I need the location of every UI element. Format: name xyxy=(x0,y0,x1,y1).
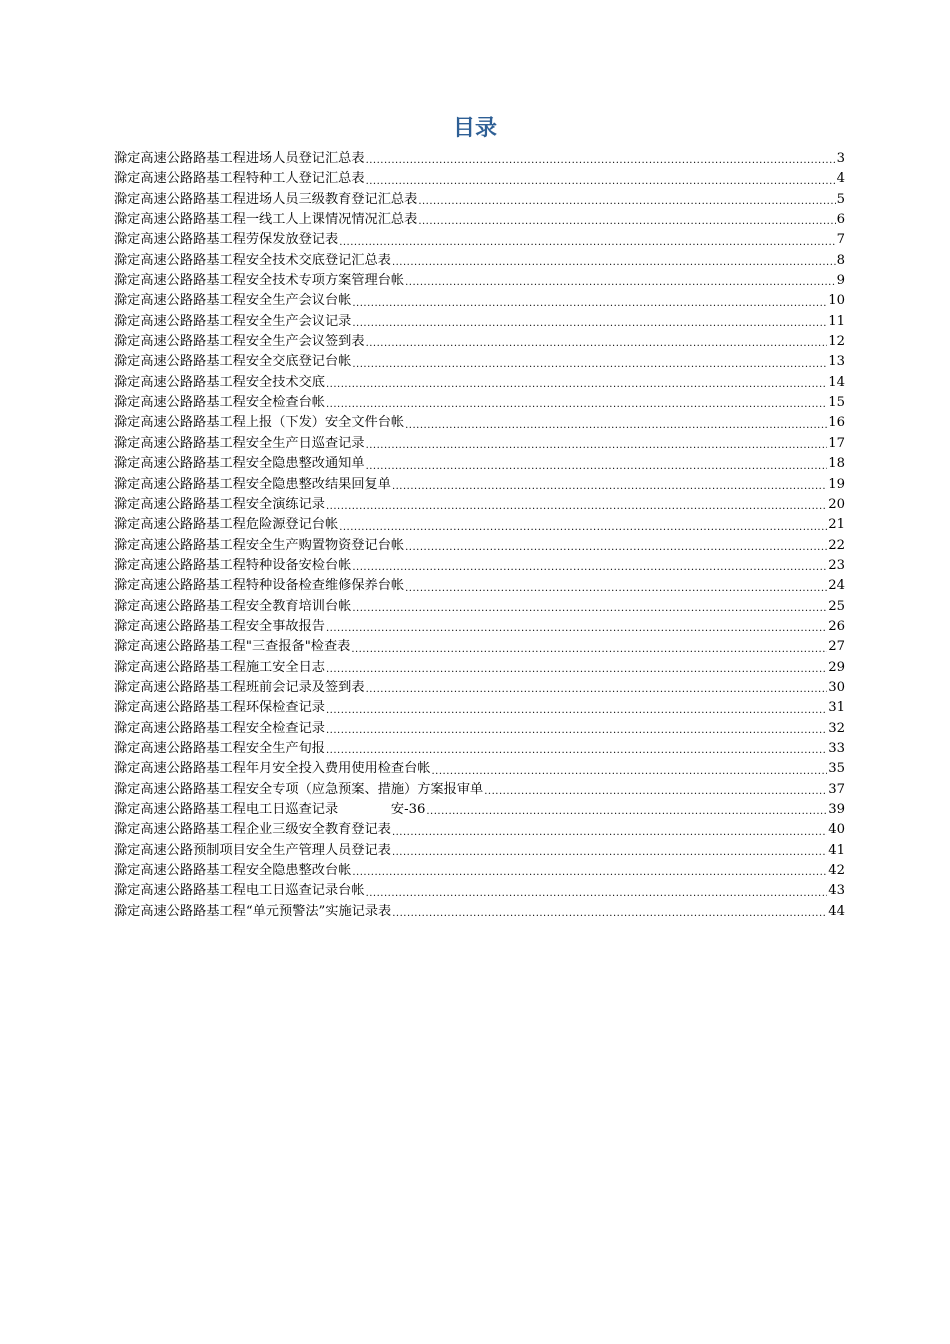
toc-entry-page-number: 42 xyxy=(828,863,845,879)
dot-leader xyxy=(326,377,827,393)
toc-entry[interactable] xyxy=(114,495,845,515)
toc-entry[interactable] xyxy=(114,190,845,210)
dot-leader xyxy=(339,235,835,251)
toc-entry-page-number: 15 xyxy=(828,395,845,411)
toc-entry[interactable] xyxy=(114,251,845,271)
toc-entry-page-number: 43 xyxy=(828,883,845,899)
dot-leader xyxy=(405,275,835,291)
toc-entry[interactable] xyxy=(114,475,845,495)
dot-leader xyxy=(405,540,827,556)
dot-leader xyxy=(352,601,827,617)
dot-leader xyxy=(392,906,827,922)
toc-entry-page-number: 39 xyxy=(828,802,845,817)
toc-entry[interactable] xyxy=(114,719,845,739)
dot-leader xyxy=(418,194,835,210)
toc-entry[interactable] xyxy=(114,434,845,454)
toc-entry-title: 滁定高速公路路基工程安全交底登记台帐 xyxy=(114,354,352,370)
toc-entry-page-number: 32 xyxy=(828,720,845,736)
dot-leader xyxy=(352,560,827,576)
toc-entry[interactable] xyxy=(114,169,845,189)
toc-entry-title: 滁定高速公路路基工程安全专项（应急预案、措施）方案报审单 xyxy=(114,781,484,797)
toc-entry-page-number: 23 xyxy=(828,557,845,573)
toc-entry-page-number: 12 xyxy=(828,334,845,350)
dot-leader xyxy=(392,845,827,861)
toc-entry-title: 滁定高速公路路基工程危险源登记台帐 xyxy=(114,517,339,533)
toc-entry-page-number: 22 xyxy=(828,537,845,553)
toc-entry[interactable] xyxy=(114,861,845,881)
toc-entry-title: 滁定高速公路路基工程劳保发放登记表 xyxy=(114,232,339,248)
toc-entry[interactable] xyxy=(114,881,845,901)
toc-entry-page-number: 19 xyxy=(828,476,845,492)
toc-entry-page-number: 18 xyxy=(828,456,845,472)
toc-entry[interactable] xyxy=(114,271,845,291)
toc-entry-title: 滁定高速公路路基工程上报（下发）安全文件台帐 xyxy=(114,415,405,431)
toc-entry-title: 滁定高速公路路基工程环保检查记录 xyxy=(114,700,325,716)
dot-leader xyxy=(392,479,827,495)
toc-entry-title: 滁定高速公路路基工程安全教育培训台帐 xyxy=(114,598,352,614)
toc-entry-title: 滁定高速公路路基工程一线工人上课情况情况汇总表 xyxy=(114,212,418,228)
toc-entry-page-number: 21 xyxy=(828,517,845,533)
dot-leader xyxy=(366,438,828,454)
toc-entry-page-number: 3 xyxy=(836,151,845,166)
dot-leader xyxy=(326,703,827,719)
toc-entry-page-number: 5 xyxy=(836,191,845,207)
dot-leader xyxy=(352,296,827,312)
toc-entry-page-number: 24 xyxy=(828,578,845,594)
toc-entry-page-number: 26 xyxy=(828,618,845,634)
toc-entry-page-number: 20 xyxy=(828,496,845,512)
toc-entry[interactable] xyxy=(114,515,845,535)
toc-entry[interactable] xyxy=(114,149,845,169)
dot-leader xyxy=(352,357,827,373)
toc-entry[interactable] xyxy=(114,393,845,413)
toc-entry-title: 滁定高速公路路基工程安全检查记录 xyxy=(114,720,325,736)
toc-entry-page-number: 37 xyxy=(828,781,845,797)
toc-entry[interactable] xyxy=(114,373,845,393)
toc-title: 目录 xyxy=(452,116,497,141)
dot-leader xyxy=(352,316,827,332)
toc-entry[interactable] xyxy=(114,576,845,596)
toc-entry-page-number: 25 xyxy=(828,598,845,614)
dot-leader xyxy=(418,214,835,230)
toc-entry[interactable] xyxy=(114,210,845,230)
toc-entry-page-number: 14 xyxy=(828,374,845,390)
toc-entry-title: 滁定高速公路路基工程班前会记录及签到表 xyxy=(114,679,365,695)
toc-entry-title: 滁定高速公路路基工程安全隐患整改台帐 xyxy=(114,863,352,879)
toc-entry-page-number: 27 xyxy=(828,639,845,655)
toc-entry-title: 滁定高速公路路基工程电工日巡查记录 安-36 xyxy=(114,802,426,817)
dot-leader xyxy=(432,764,828,780)
dot-leader xyxy=(405,581,827,597)
toc-entry-title: 滁定高速公路路基工程安全技术交底 xyxy=(114,374,325,390)
dot-leader xyxy=(366,459,828,475)
toc-entry-page-number: 29 xyxy=(828,659,845,675)
toc-entry-page-number: 17 xyxy=(828,435,845,451)
toc-entry-title: 滁定高速公路路基工程安全生产会议记录 xyxy=(114,313,352,329)
dot-leader xyxy=(366,682,828,698)
toc-entry[interactable] xyxy=(114,454,845,474)
toc-entry-page-number: 13 xyxy=(828,354,845,370)
dot-leader xyxy=(484,784,827,800)
dot-leader xyxy=(405,418,827,434)
dot-leader xyxy=(326,621,827,637)
toc-entry[interactable] xyxy=(114,698,845,718)
toc-entry-title: 滁定高速公路路基工程安全演练记录 xyxy=(114,496,325,512)
toc-entry-page-number: 31 xyxy=(828,700,845,716)
toc-entry[interactable] xyxy=(114,739,845,759)
dot-leader xyxy=(392,825,827,841)
toc-entry[interactable] xyxy=(114,841,845,861)
dot-leader xyxy=(366,886,828,902)
toc-entry-page-number: 40 xyxy=(828,822,845,838)
dot-leader xyxy=(326,499,827,515)
toc-entry-page-number: 30 xyxy=(828,679,845,695)
toc-entry-page-number: 11 xyxy=(828,313,845,329)
toc-entry-title: 滁定高速公路路基工程电工日巡查记录台帐 xyxy=(114,883,365,899)
toc-entry[interactable] xyxy=(114,352,845,372)
toc-entry-title: 滁定高速公路路基工程"三查报备"检查表 xyxy=(114,639,351,655)
dot-leader xyxy=(351,642,827,658)
toc-entry-page-number: 41 xyxy=(828,842,845,858)
toc-entry-title: 滁定高速公路路基工程安全生产会议签到表 xyxy=(114,334,365,350)
toc-entry-title: 滁定高速公路路基工程安全技术交底登记汇总表 xyxy=(114,252,391,268)
toc-entry-title: 滁定高速公路路基工程特种设备安检台帐 xyxy=(114,557,352,573)
dot-leader xyxy=(366,336,828,352)
dot-leader xyxy=(326,662,827,678)
toc-entry[interactable] xyxy=(114,780,845,800)
toc-entry[interactable] xyxy=(114,902,845,922)
toc-entry-title: 滁定高速公路路基工程安全生产日巡查记录 xyxy=(114,435,365,451)
dot-leader xyxy=(366,153,836,169)
toc-entry[interactable] xyxy=(114,800,845,820)
toc-entry-page-number: 44 xyxy=(828,903,845,919)
dot-leader xyxy=(326,743,827,759)
toc-entry[interactable] xyxy=(114,312,845,332)
toc-entry-title: 滁定高速公路路基工程进场人员登记汇总表 xyxy=(114,151,365,166)
toc-entry[interactable] xyxy=(114,332,845,352)
toc-entry-page-number: 33 xyxy=(828,740,845,756)
toc-entry-title: 滁定高速公路路基工程安全技术专项方案管理台帐 xyxy=(114,273,405,289)
toc-entry-page-number: 6 xyxy=(836,212,845,228)
toc-entry-title: 滁定高速公路路基工程安全生产旬报 xyxy=(114,740,325,756)
toc-entry-title: 滁定高速公路路基工程安全隐患整改结果回复单 xyxy=(114,476,391,492)
dot-leader xyxy=(352,865,827,881)
toc-entry-page-number: 35 xyxy=(828,761,845,777)
dot-leader xyxy=(426,804,827,820)
toc-entry-page-number: 16 xyxy=(828,415,845,431)
toc-entry-title: 滁定高速公路路基工程安全隐患整改通知单 xyxy=(114,456,365,472)
dot-leader xyxy=(366,174,836,190)
toc-entry-page-number: 7 xyxy=(836,232,845,248)
toc-entry-title: 滁定高速公路路基工程安全事故报告 xyxy=(114,618,325,634)
toc-entry-title: 滁定高速公路路基工程企业三级安全教育登记表 xyxy=(114,822,391,838)
dot-leader xyxy=(392,255,836,271)
toc-entry-title: 滁定高速公路预制项目安全生产管理人员登记表 xyxy=(114,842,391,858)
toc-entry[interactable] xyxy=(114,658,845,678)
toc-entry[interactable] xyxy=(114,617,845,637)
toc-entry[interactable] xyxy=(114,230,845,250)
toc-entry-title: 滁定高速公路路基工程施工安全日志 xyxy=(114,659,325,675)
toc-entry-page-number: 10 xyxy=(828,293,845,309)
dot-leader xyxy=(326,397,827,413)
toc-entry-title: 滁定高速公路路基工程年月安全投入费用使用检查台帐 xyxy=(114,761,431,777)
toc-list xyxy=(114,149,845,922)
toc-entry-title: 滁定高速公路路基工程安全生产购置物资登记台帐 xyxy=(114,537,405,553)
dot-leader xyxy=(339,520,827,536)
toc-entry[interactable] xyxy=(114,597,845,617)
dot-leader xyxy=(326,723,827,739)
toc-entry-title: 滁定高速公路路基工程安全检查台帐 xyxy=(114,395,325,411)
toc-entry[interactable] xyxy=(114,820,845,840)
toc-entry-title: 滁定高速公路路基工程进场人员三级教育登记汇总表 xyxy=(114,191,418,207)
toc-entry[interactable] xyxy=(114,536,845,556)
toc-entry-page-number: 4 xyxy=(836,171,845,187)
toc-entry-title: 滁定高速公路路基工程“单元预警法”实施记录表 xyxy=(114,903,392,919)
toc-entry-title: 滁定高速公路路基工程特种设备检查维修保养台帐 xyxy=(114,578,405,594)
toc-entry[interactable] xyxy=(114,678,845,698)
toc-entry[interactable] xyxy=(114,637,845,657)
toc-entry[interactable] xyxy=(114,759,845,779)
toc-entry[interactable] xyxy=(114,413,845,433)
toc-entry[interactable] xyxy=(114,556,845,576)
toc-entry[interactable] xyxy=(114,291,845,311)
toc-entry-title: 滁定高速公路路基工程特种工人登记汇总表 xyxy=(114,171,365,187)
toc-entry-page-number: 9 xyxy=(836,273,845,289)
toc-entry-title: 滁定高速公路路基工程安全生产会议台帐 xyxy=(114,293,352,309)
toc-entry-page-number: 8 xyxy=(836,252,845,268)
